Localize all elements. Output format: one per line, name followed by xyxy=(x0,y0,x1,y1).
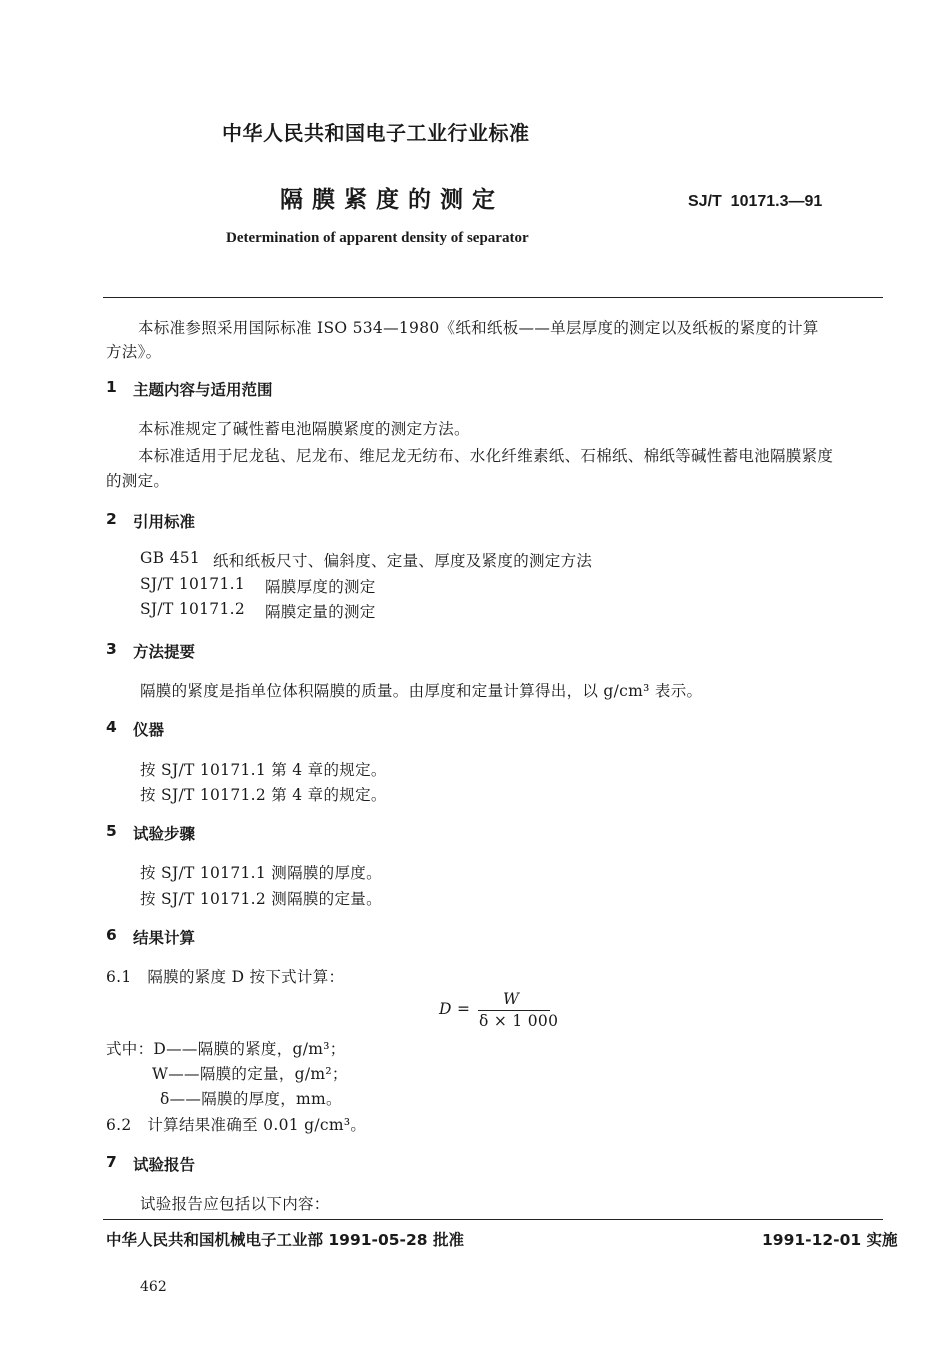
section-6-title: 结果计算 xyxy=(133,929,196,947)
section-6-number: 6 xyxy=(106,926,117,944)
section-3-number: 3 xyxy=(106,640,117,658)
section-1-number: 1 xyxy=(106,378,117,396)
formula-denominator: δ × 1 000 xyxy=(479,1012,559,1030)
section-7-title: 试验报告 xyxy=(133,1156,196,1174)
section-4-para-2: 按 SJ/T 10171.2 第 4 章的规定。 xyxy=(140,786,387,804)
page-number: 462 xyxy=(140,1279,167,1295)
where-line-2: W——隔膜的定量，g/m²； xyxy=(152,1065,348,1083)
where-line-1: 式中：D——隔膜的紧度，g/m³； xyxy=(106,1040,346,1058)
reference-code: SJ/T 10171.2 xyxy=(140,600,246,618)
formula-numerator: W xyxy=(503,990,520,1008)
section-5-number: 5 xyxy=(106,822,117,840)
approval-line: 中华人民共和国机械电子工业部 1991-05-28 批准 xyxy=(106,1231,464,1249)
section-5-para-2: 按 SJ/T 10171.2 测隔膜的定量。 xyxy=(140,890,382,908)
header-rule xyxy=(103,297,883,298)
fraction-bar xyxy=(478,1010,550,1011)
doc-title: 隔膜紧度的测定 xyxy=(280,187,504,213)
clause-6-1: 6.1 隔膜的紧度 D 按下式计算： xyxy=(106,968,345,986)
reference-code: SJ/T 10171.1 xyxy=(140,575,246,593)
reference-name: 纸和纸板尺寸、偏斜度、定量、厚度及紧度的测定方法 xyxy=(213,552,593,570)
section-4-title: 仪器 xyxy=(133,721,165,739)
section-2-title: 引用标准 xyxy=(133,513,196,531)
english-title: Determination of apparent density of separator xyxy=(226,230,529,246)
section-1-title: 主题内容与适用范围 xyxy=(133,381,273,399)
clause-6-2: 6.2 计算结果准确至 0.01 g/cm³。 xyxy=(106,1116,367,1134)
where-line-3: δ——隔膜的厚度，mm。 xyxy=(160,1090,342,1108)
intro-line-1: 本标准参照采用国际标准 ISO 534—1980《纸和纸板——单层厚度的测定以及纸板的紧度的计算 xyxy=(138,319,819,337)
section-7-number: 7 xyxy=(106,1153,117,1171)
section-7-para-1: 试验报告应包括以下内容： xyxy=(140,1195,330,1213)
section-1-para-2a: 本标准适用于尼龙毡、尼龙布、维尼龙无纺布、水化纤维素纸、石棉纸、棉纸等碱性蓄电池隔膜紧度 xyxy=(138,447,834,465)
section-2-number: 2 xyxy=(106,510,117,528)
section-4-number: 4 xyxy=(106,718,117,736)
section-4-para-1: 按 SJ/T 10171.1 第 4 章的规定。 xyxy=(140,761,387,779)
intro-line-2: 方法》。 xyxy=(106,343,162,361)
reference-name: 隔膜厚度的测定 xyxy=(265,578,376,596)
standard-code: SJ/T 10171.3—91 xyxy=(688,193,823,210)
section-5-para-1: 按 SJ/T 10171.1 测隔膜的厚度。 xyxy=(140,864,382,882)
section-3-title: 方法提要 xyxy=(133,643,196,661)
section-3-para-1: 隔膜的紧度是指单位体积隔膜的质量。由厚度和定量计算得出，以 g/cm³ 表示。 xyxy=(140,682,703,700)
reference-code: GB 451 xyxy=(140,549,201,567)
section-5-title: 试验步骤 xyxy=(133,825,196,843)
section-1-para-1: 本标准规定了碱性蓄电池隔膜紧度的测定方法。 xyxy=(138,420,470,438)
implementation-date: 1991-12-01 实施 xyxy=(762,1231,898,1249)
org-title: 中华人民共和国电子工业行业标准 xyxy=(222,121,530,145)
reference-name: 隔膜定量的测定 xyxy=(265,603,376,621)
section-1-para-2b: 的测定。 xyxy=(106,472,170,490)
footer-rule xyxy=(103,1219,883,1220)
formula-lhs: D = xyxy=(439,1000,471,1018)
